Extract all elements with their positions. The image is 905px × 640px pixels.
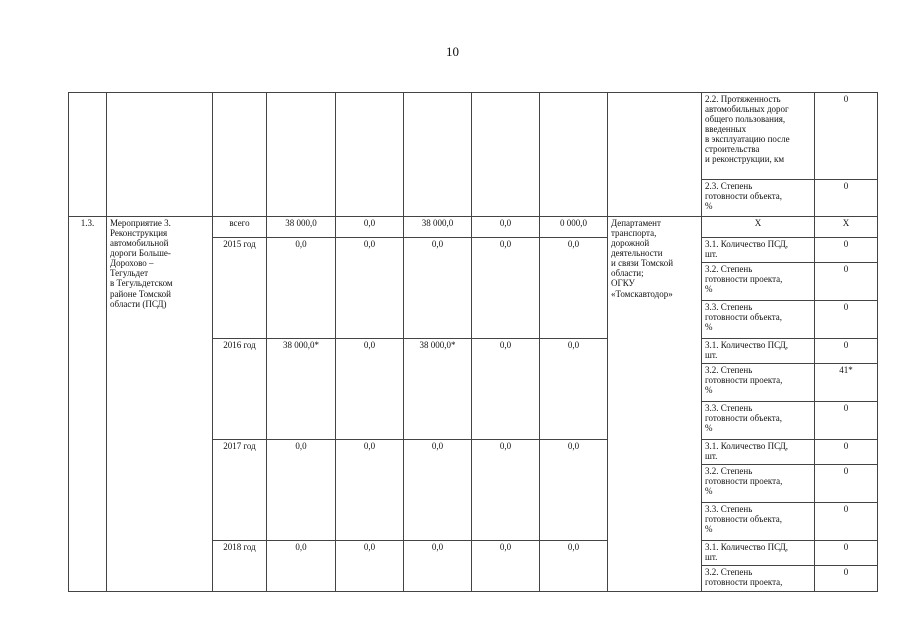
indicator-value: 0 (815, 503, 878, 541)
item-number: 1.3. (69, 217, 107, 592)
period-cell: 2016 год (213, 339, 267, 440)
amount-cell: 0 000,0 (540, 217, 608, 238)
amount-cell: 0,0 (404, 238, 472, 339)
table-row (69, 93, 878, 180)
indicator-value: 0 (815, 566, 878, 592)
indicator-value: 0 (815, 402, 878, 440)
amount-cell: 0,0 (336, 238, 404, 339)
amount-cell: 0,0 (472, 541, 540, 592)
period-cell: 2018 год (213, 541, 267, 592)
indicator-value: 0 (815, 238, 878, 263)
cell-empty (107, 93, 213, 217)
amount-cell: 0,0 (336, 541, 404, 592)
indicator-cell: 2.3. Степень готовности объекта, % (702, 180, 815, 217)
indicator-cell: 3.1. Количество ПСД, шт. (702, 339, 815, 364)
amount-cell: 38 000,0* (404, 339, 472, 440)
cell-empty (472, 93, 540, 217)
amount-cell: 0,0 (336, 217, 404, 238)
indicator-cell: 3.1. Количество ПСД, шт. (702, 541, 815, 566)
amount-cell: 0,0 (336, 339, 404, 440)
executor-cell: Департамент транспорта, дорожной деятельности и связи Томской области; ОГКУ «Томскавтодор» (608, 217, 702, 592)
table-row (69, 217, 878, 238)
amount-cell: 0,0 (267, 541, 336, 592)
amount-cell: 0,0 (472, 217, 540, 238)
indicator-value: 0 (815, 339, 878, 364)
indicator-cell: 3.2. Степень готовности проекта, % (702, 465, 815, 503)
amount-cell: 38 000,0 (404, 217, 472, 238)
amount-cell: 0,0 (267, 238, 336, 339)
cell-empty (404, 93, 472, 217)
cell-empty (213, 93, 267, 217)
period-cell: 2017 год (213, 440, 267, 541)
indicator-cell: 3.3. Степень готовности объекта, % (702, 503, 815, 541)
amount-cell: 0,0 (540, 238, 608, 339)
indicator-cell: 3.2. Степень готовности проекта, (702, 566, 815, 592)
cell-empty (267, 93, 336, 217)
indicator-cell: 3.1. Количество ПСД, шт. (702, 440, 815, 465)
amount-cell: 0,0 (472, 339, 540, 440)
page-number: 10 (446, 44, 459, 59)
amount-cell: 38 000,0 (267, 217, 336, 238)
indicator-value: Х (815, 217, 878, 238)
indicator-value: 0 (815, 541, 878, 566)
period-cell: всего (213, 217, 267, 238)
amount-cell: 0,0 (336, 440, 404, 541)
indicator-cell: 2.2. Протяженность автомобильных дорог общего пользования, введенных в эксплуатацию после строительства и реконструкции, км (702, 93, 815, 180)
cell-empty (608, 93, 702, 217)
indicator-value: 0 (815, 93, 878, 180)
cell-empty (336, 93, 404, 217)
program-table (68, 92, 878, 592)
indicator-cell: 3.2. Степень готовности проекта, % (702, 364, 815, 402)
amount-cell: 0,0 (472, 440, 540, 541)
indicator-value: 41* (815, 364, 878, 402)
indicator-value: 0 (815, 440, 878, 465)
indicator-cell: Х (702, 217, 815, 238)
amount-cell: 0,0 (267, 440, 336, 541)
amount-cell: 0,0 (404, 541, 472, 592)
cell-empty (69, 93, 107, 217)
indicator-cell: 3.1. Количество ПСД, шт. (702, 238, 815, 263)
indicator-value: 0 (815, 301, 878, 339)
indicator-cell: 3.3. Степень готовности объекта, % (702, 301, 815, 339)
amount-cell: 0,0 (472, 238, 540, 339)
indicator-cell: 3.2. Степень готовности проекта, % (702, 263, 815, 301)
amount-cell: 0,0 (404, 440, 472, 541)
item-name: Мероприятие 3. Реконструкция автомобильной дороги Больше- Дорохово – Тегульдет в Тегульдетском районе Томской области (ПСД) (107, 217, 213, 592)
indicator-cell: 3.3. Степень готовности объекта, % (702, 402, 815, 440)
period-cell: 2015 год (213, 238, 267, 339)
amount-cell: 38 000,0* (267, 339, 336, 440)
amount-cell: 0,0 (540, 339, 608, 440)
indicator-value: 0 (815, 465, 878, 503)
amount-cell: 0,0 (540, 440, 608, 541)
indicator-value: 0 (815, 180, 878, 217)
indicator-value: 0 (815, 263, 878, 301)
amount-cell: 0,0 (540, 541, 608, 592)
cell-empty (540, 93, 608, 217)
